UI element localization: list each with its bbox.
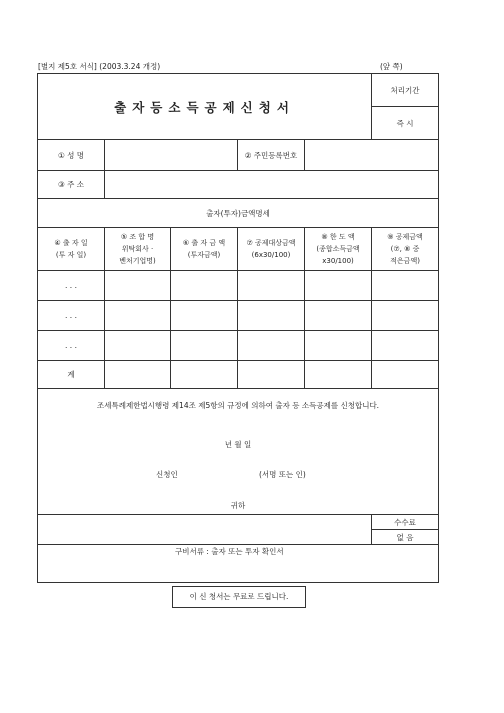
row-date[interactable]: . . . [38,301,105,331]
addressee: 귀하 [230,501,246,510]
fee-label: 수수료 [372,515,439,530]
total-cell[interactable] [305,361,372,389]
signature-field[interactable]: (서명 또는 인) [259,470,306,479]
row-cell[interactable] [238,301,305,331]
resident-id-label: ② 주민등록번호 [238,140,305,171]
row-cell[interactable] [372,301,439,331]
row-cell[interactable] [171,331,238,361]
row-cell[interactable] [305,331,372,361]
row-cell[interactable] [238,271,305,301]
col-fund-name: ⑤ 조 합 명 위탁회사 · 벤처기업명) [105,228,171,271]
name-label: ① 성 명 [38,140,105,171]
applicant-label: 신청인 [156,470,178,479]
declaration-block [38,389,439,515]
table-row [38,331,439,361]
processing-period-value: 즉 시 [372,107,439,140]
row-cell[interactable] [238,331,305,361]
row-cell[interactable] [171,271,238,301]
fee-spacer [38,515,372,545]
table-row [38,301,439,331]
application-form [37,73,439,583]
total-cell[interactable] [238,361,305,389]
name-field[interactable] [105,140,238,171]
row-cell[interactable] [372,271,439,301]
row-cell[interactable] [305,271,372,301]
row-cell[interactable] [372,331,439,361]
date-line[interactable]: 년 월 일 [224,440,252,449]
row-cell[interactable] [105,271,171,301]
row-date[interactable]: . . . [38,331,105,361]
address-field[interactable] [105,171,439,199]
declaration-statement: 조세특례제한법시행령 제14조 제5항의 규정에 의하여 출자 등 소득공제를 신청합니다. [96,401,380,410]
col-investment-date: ④ 출 자 일 (투 자 일) [38,228,105,271]
col-deduction-amount: ⑨ 공제금액 (⑦, ⑧ 중 적은금액) [372,228,439,271]
processing-period-label: 처리기간 [372,74,439,107]
row-cell[interactable] [105,301,171,331]
fee-value: 없 음 [372,530,439,545]
col-deductible-amount: ⑦ 공제대상금액 (6x30/100) [238,228,305,271]
total-label: 계 [38,361,105,389]
resident-id-field[interactable] [305,140,439,171]
form-number: [별지 제5호 서식] (2003.3.24 개정) [38,62,161,71]
table-row [38,271,439,301]
form-title: 출자등소득공제신청서 [38,74,372,140]
row-cell[interactable] [305,301,372,331]
total-cell[interactable] [105,361,171,389]
address-label: ③ 주 소 [38,171,105,199]
row-cell[interactable] [105,331,171,361]
page-side-label: (앞 쪽) [380,62,403,71]
section-title: 출자(투자)금액명세 [38,199,439,228]
total-cell[interactable] [372,361,439,389]
total-cell[interactable] [171,361,238,389]
col-investment-amount: ⑥ 출 자 금 액 (투자금액) [171,228,238,271]
col-limit-amount: ⑧ 한 도 액 (종합소득금액 x30/100) [305,228,372,271]
required-documents: 구비서류 : 출자 또는 투자 확인서 [38,545,439,583]
row-cell[interactable] [171,301,238,331]
total-row [38,361,439,389]
row-date[interactable]: . . . [38,271,105,301]
free-of-charge-note: 이 신 청서는 무료로 드립니다. [172,586,306,608]
